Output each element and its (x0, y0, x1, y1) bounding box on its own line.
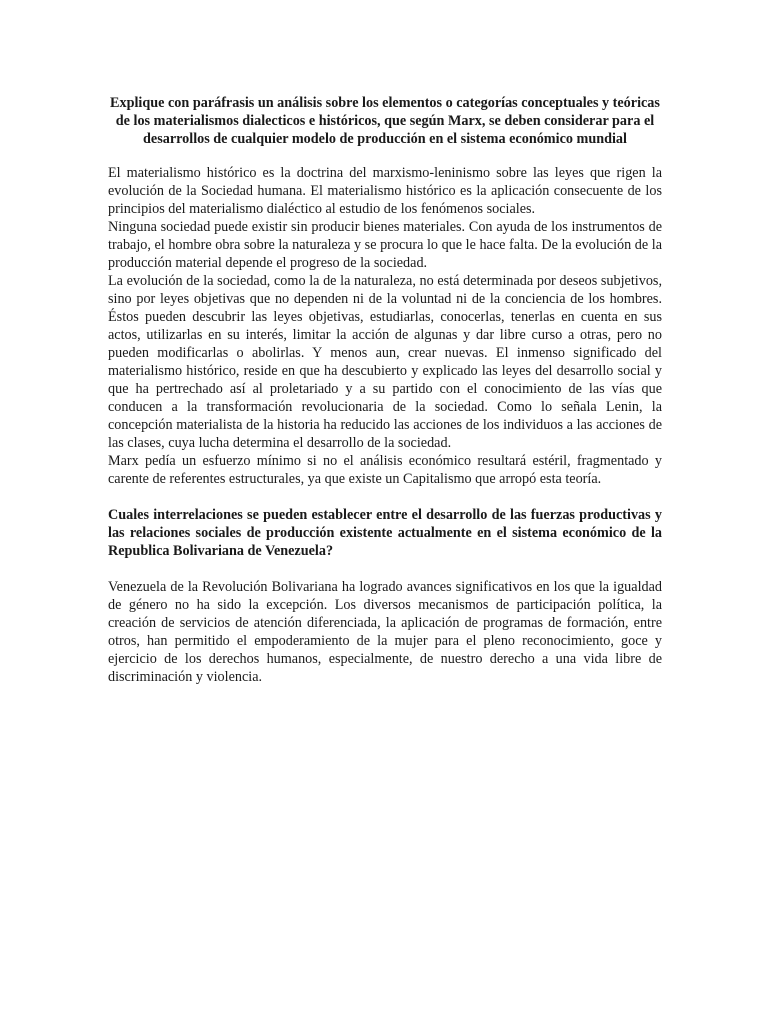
answer-1-paragraph-2: Ninguna sociedad puede existir sin producir bienes materiales. Con ayuda de los instrumentos de trabajo, el hombre obra sobre la naturaleza y se procura lo que le hace falta. De la evolución de la producción material depende el progreso de la sociedad. (108, 219, 662, 271)
question-1-heading: Explique con paráfrasis un análisis sobre los elementos o categorías conceptuales y teóricas de los materialismos dialecticos e históricos, que según Marx, se deben considerar para el desarrollos de cualquier modelo de producción en el sistema económico mundial (110, 95, 660, 147)
answer-1-paragraph-1: El materialismo histórico es la doctrina del marxismo-leninismo sobre las leyes que rigen la evolución de la Sociedad humana. El materialismo histórico es la aplicación consecuente de los principios del materialismo dialéctico al estudio de los fenómenos sociales. (108, 165, 662, 217)
answer-2-paragraph: Venezuela de la Revolución Bolivariana ha logrado avances significativos en los que la igualdad de género no ha sido la excepción. Los diversos mecanismos de participación política, la creación de servicios de atención diferenciada, la aplicación de programas de formación, entre otros, han permitido el empoderamiento de la mujer para el pleno reconocimiento, goce y ejercicio de los derechos humanos, especialmente, de nuestro derecho a una vida libre de discriminación y violencia. (108, 579, 662, 685)
answer-1-paragraph-3: La evolución de la sociedad, como la de la naturaleza, no está determinada por deseos subjetivos, sino por leyes objetivas que no dependen ni de la voluntad ni de la conciencia de los hombres. Éstos pueden descubrir las leyes objetivas, estudiarlas, conocerlas, tenerlas en cuenta en sus actos, utilizarlas en su interés, limitar la acción de algunas y dar libre curso a otras, pero no pueden modificarlas o abolirlas. Y menos aun, crear nuevas. El inmenso significado del materialismo histórico, reside en que ha descubierto y explicado las leyes del desarrollo social y que ha pertrechado así al proletariado y a su partido con el conocimiento de las vías que conducen a la transformación revolucionaria de la sociedad. Como lo señala Lenin, la concepción materialista de la historia ha reducido las acciones de los individuos a las acciones de las clases, cuya lucha determina el desarrollo de la sociedad. (108, 273, 662, 451)
question-2-heading: Cuales interrelaciones se pueden establecer entre el desarrollo de las fuerzas productivas y las relaciones sociales de producción existente actualmente en el sistema económico de la Republica Bolivariana de Venezuela? (108, 507, 662, 559)
answer-1-paragraph-4: Marx pedía un esfuerzo mínimo si no el análisis económico resultará estéril, fragmentado y carente de referentes estructurales, ya que existe un Capitalismo que arropó esta teoría. (108, 453, 662, 487)
